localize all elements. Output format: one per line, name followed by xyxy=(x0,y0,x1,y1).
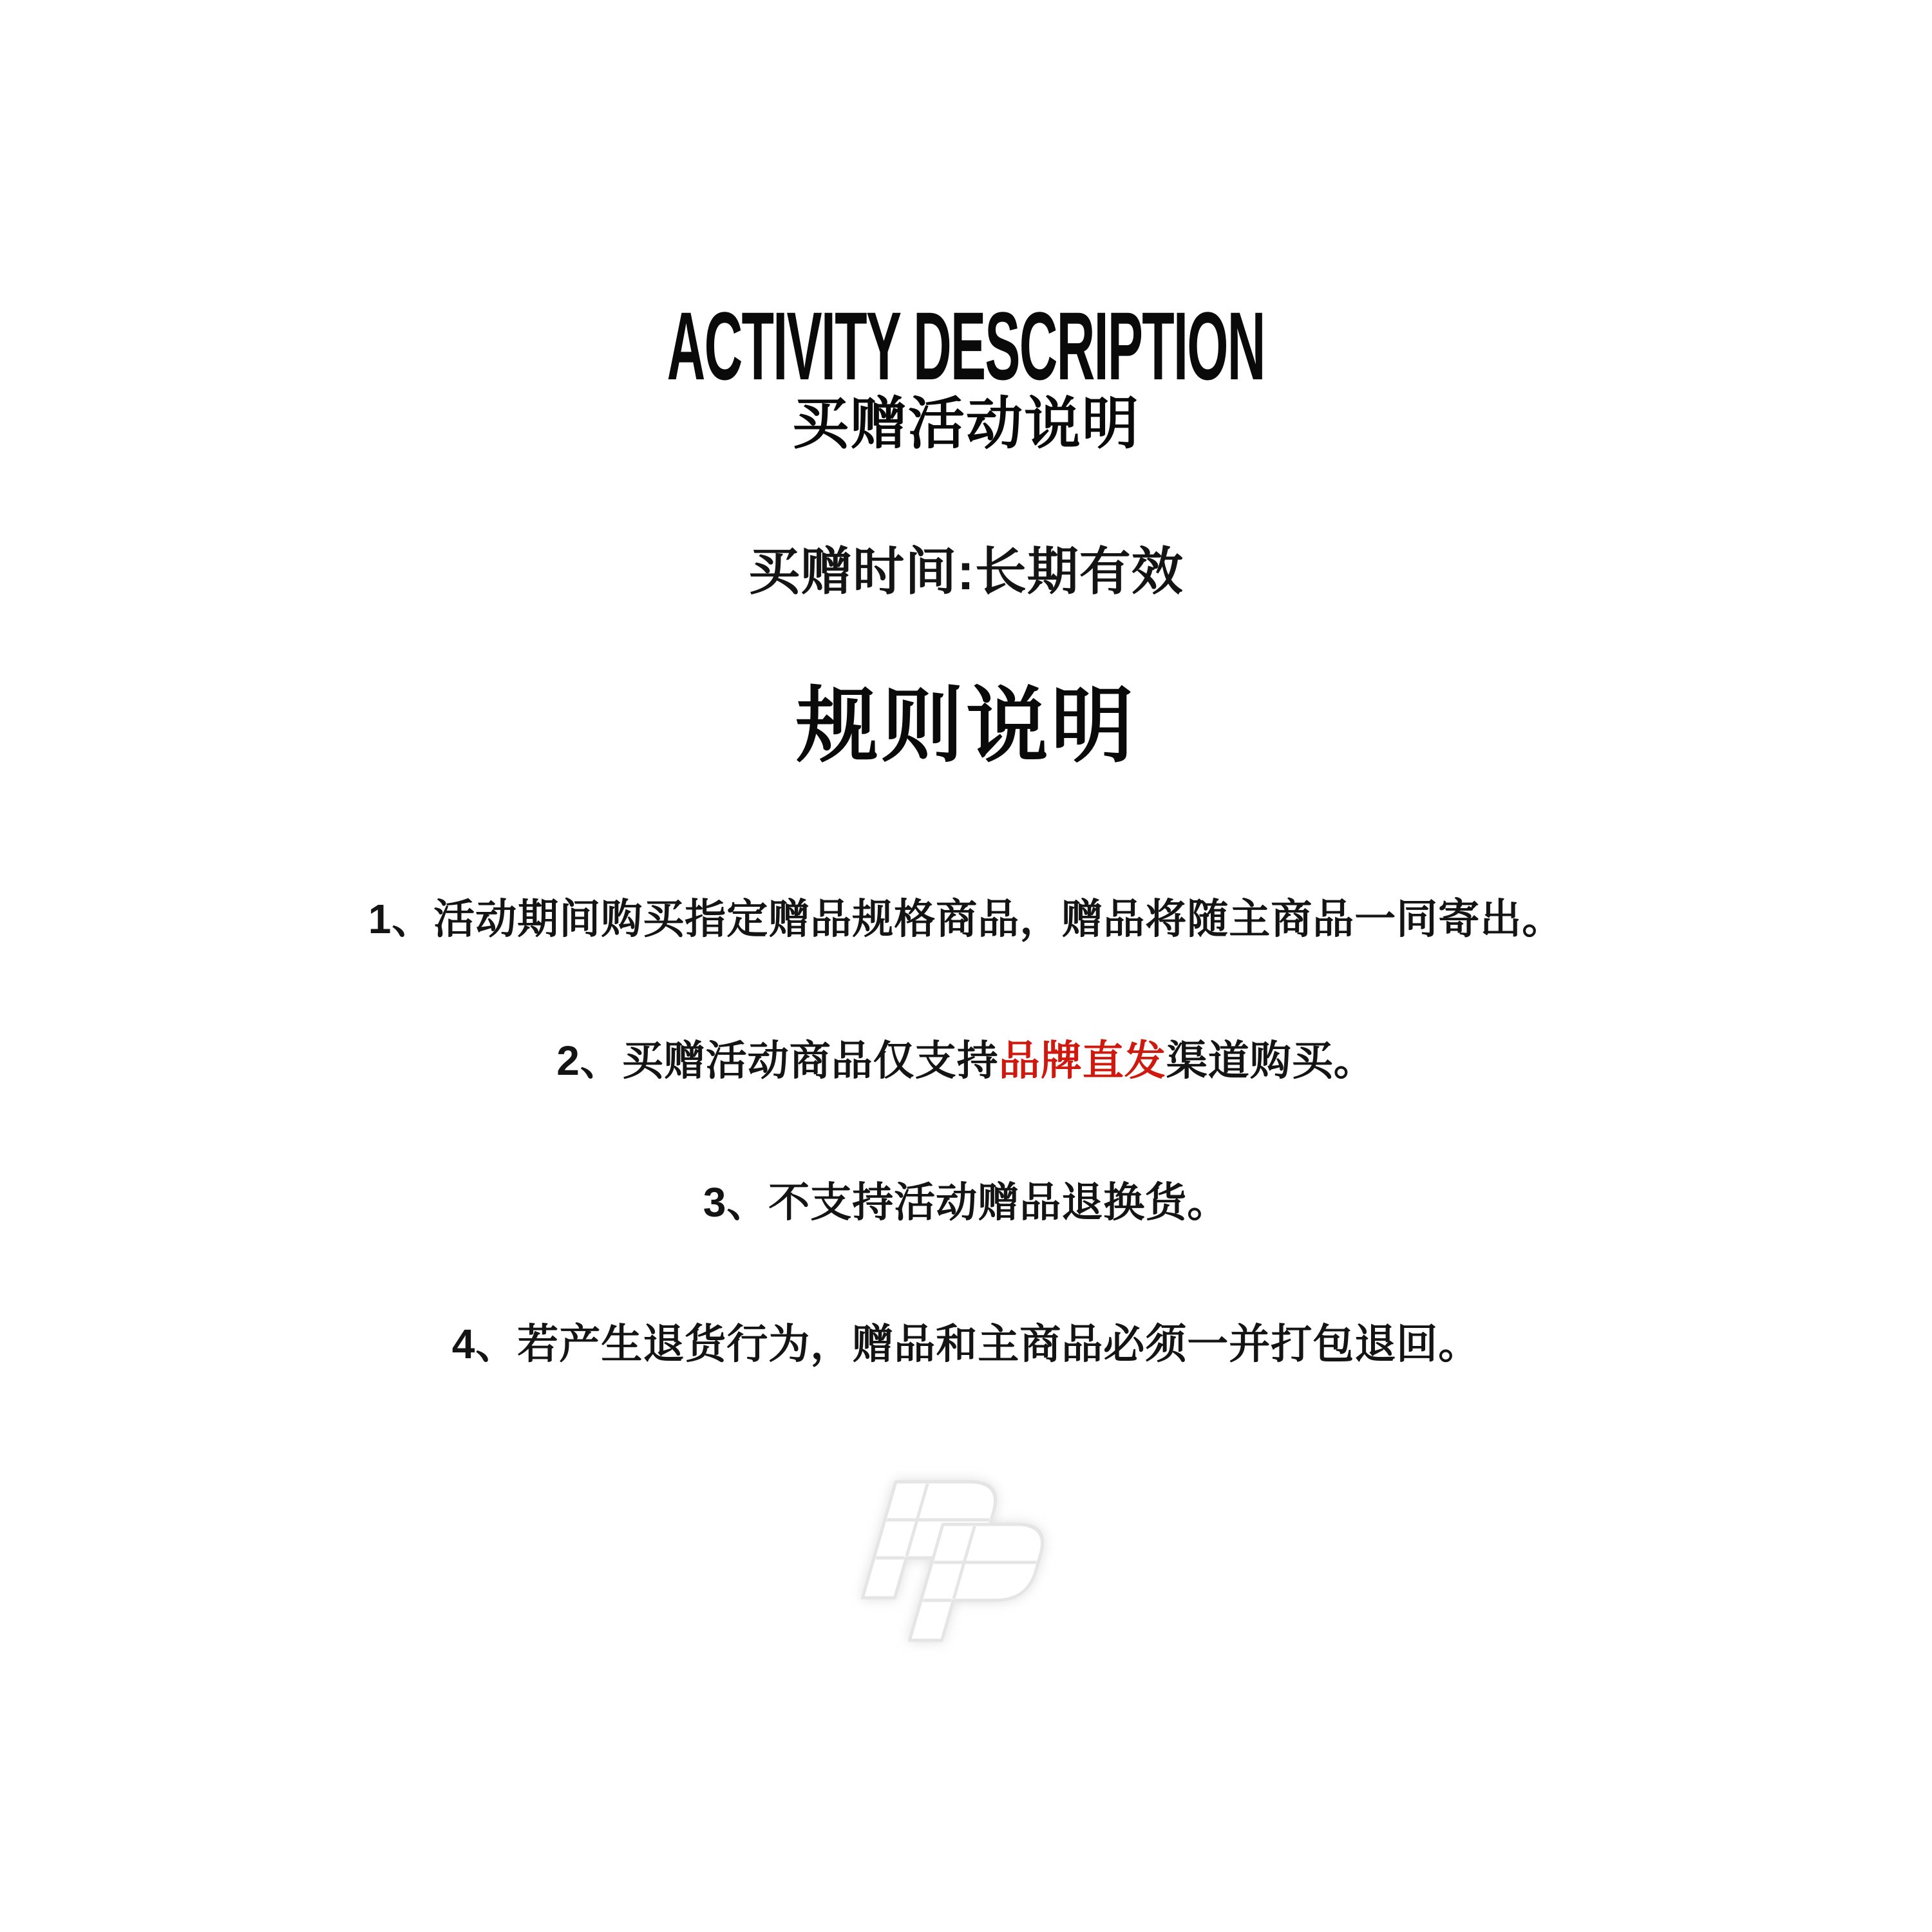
promo-period-text: 买赠时间:长期有效 xyxy=(748,543,1184,600)
page-title-en-text: ACTIVITY DESCRIPTION xyxy=(667,292,1265,400)
rule-item-4 xyxy=(0,1320,1932,1368)
rule-2-text-tail: 渠道购买。 xyxy=(1166,1037,1376,1084)
rule-3-text: 3、不支持活动赠品退换货。 xyxy=(703,1179,1229,1226)
rule-item-2 xyxy=(0,1037,1932,1084)
rule-1-text: 1、活动期间购买指定赠品规格商品，赠品将随主商品一同寄出。 xyxy=(368,896,1564,942)
rule-item-3 xyxy=(0,1179,1932,1226)
double-p-logo-icon xyxy=(858,1480,1071,1642)
rule-2-text-highlight: 品牌直发 xyxy=(998,1037,1166,1084)
rules-heading: 规则说明 xyxy=(795,680,1136,772)
rule-4-text: 4、若产生退货行为，赠品和主商品必须一并打包退回。 xyxy=(451,1321,1481,1367)
page-title-cn: 买赠活动说明 xyxy=(791,392,1140,455)
page-title-en xyxy=(0,292,1932,400)
rule-2-text-lead: 2、买赠活动商品仅支持 xyxy=(556,1037,999,1084)
rule-item-1 xyxy=(0,895,1932,943)
